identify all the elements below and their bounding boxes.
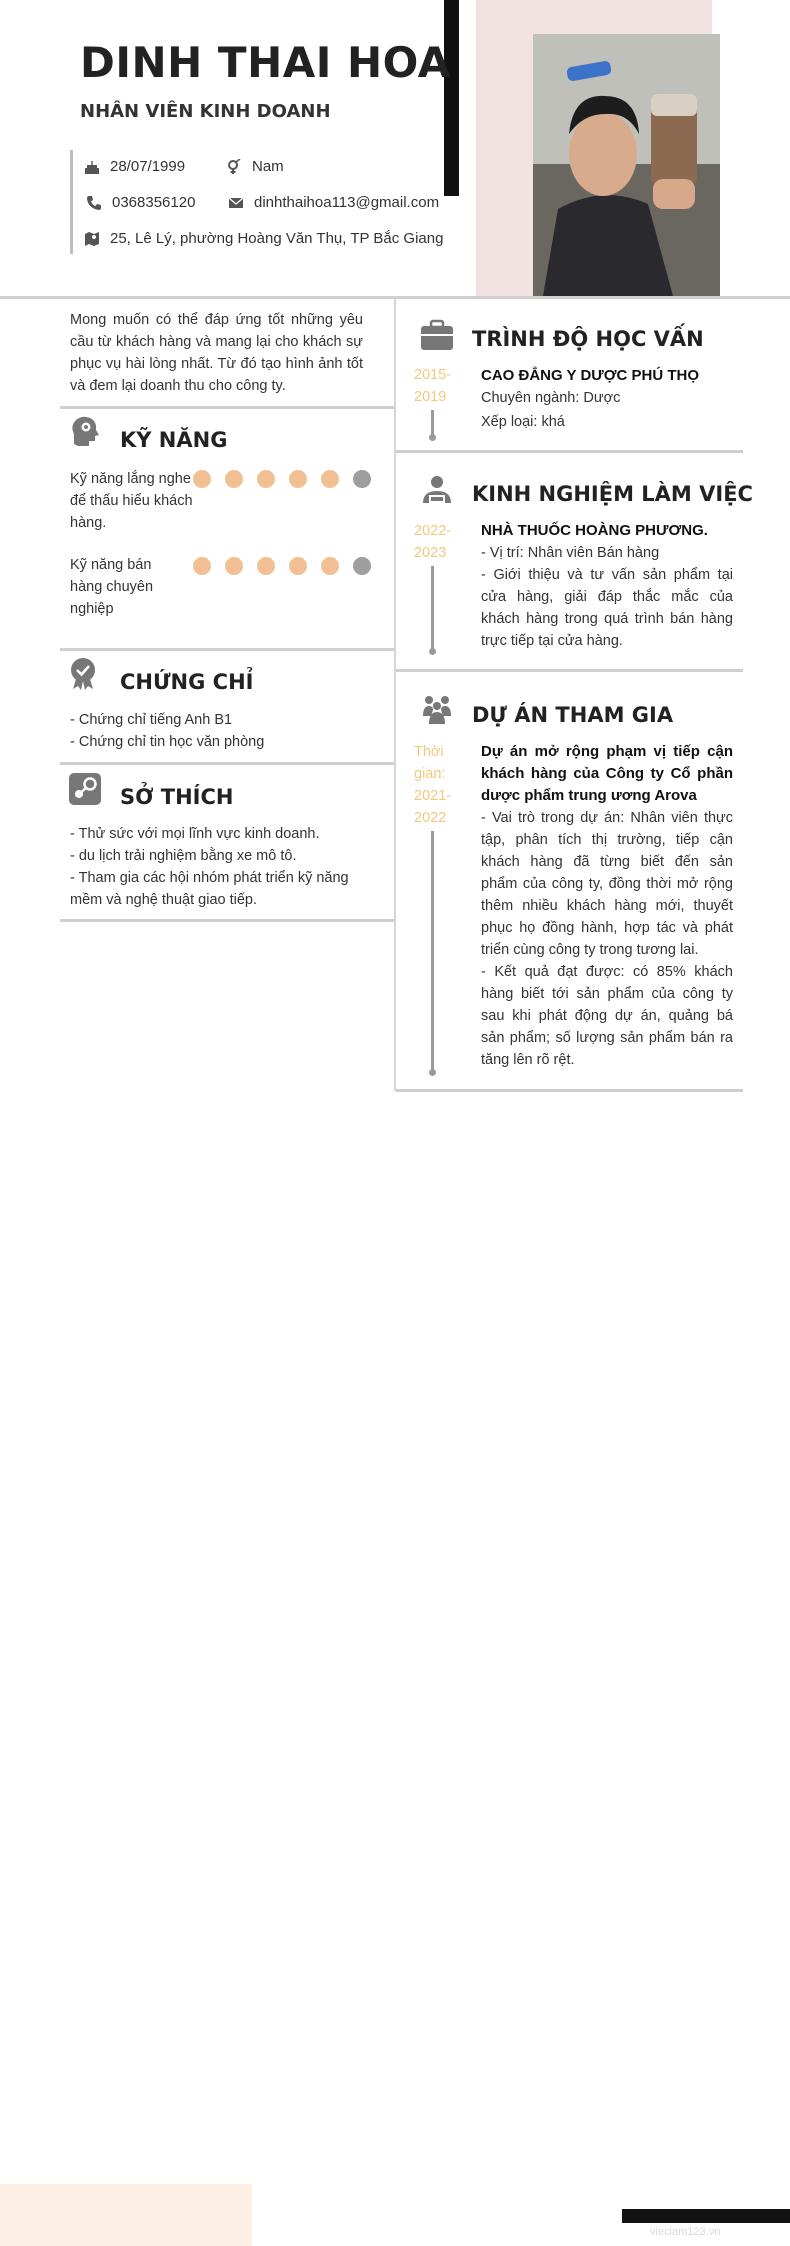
column-divider [394,296,396,1091]
skill-dot [321,557,339,575]
phone-text: 0368356120 [112,194,196,211]
certificate-item-1: - Chứng chỉ tiếng Anh B1 [70,712,233,728]
skill-rating-1 [193,470,371,488]
experience-year-end: 2023 [414,545,447,561]
skill-dot [289,557,307,575]
education-timeline-dot [429,434,436,441]
hobby-item-1: - Thử sức với mọi lĩnh vực kinh doanh. [70,826,320,842]
skill-dot [225,470,243,488]
objective-divider [60,406,394,409]
experience-company: NHÀ THUỐC HOÀNG PHƯƠNG. [481,522,708,539]
certificates-heading: CHỨNG CHỈ [120,670,254,694]
skills-heading: KỸ NĂNG [120,428,228,452]
hobby-item-3: - Tham gia các hội nhóm phát triển kỹ năng mềm và nghệ thuật giao tiếp. [70,870,349,908]
header-black-bar [444,0,459,196]
projects-time-label-2: gian: [414,766,446,782]
skill-dot [321,470,339,488]
project-name: Dự án mở rộng phạm vị tiếp cận khách hàng của Công ty Cổ phần dược phẩm trung ương Arova [481,743,733,804]
experience-timeline-dot [429,648,436,655]
footer-peach-block [0,2184,252,2246]
skill-dot [353,470,371,488]
skill-dot [193,557,211,575]
gender-icon [226,159,242,175]
skill-dot [257,470,275,488]
cake-icon [84,159,100,175]
hobbies-divider [60,919,394,922]
hobby-icon [68,772,102,806]
skill-dot [193,470,211,488]
projects-heading: DỰ ÁN THAM GIA [472,703,674,727]
address-text: 25, Lê Lý, phường Hoàng Văn Thụ, TP Bắc Giang [110,230,444,247]
career-objective: Mong muốn có thể đáp ứng tốt những yêu cầu từ khách hàng và mang lại cho khách sự phục vụ hài lòng nhất. Từ đó tạo hình ảnh tốt và đem lại doanh thu cho công ty. [70,312,363,394]
job-title: NHÂN VIÊN KINH DOANH [80,101,331,122]
phone-row [86,194,195,211]
experience-divider [396,669,743,672]
email-row [228,194,439,211]
education-grade: Xếp loại: khá [481,414,565,430]
skill-rating-2 [193,557,371,575]
certificate-item-2: - Chứng chỉ tin học văn phòng [70,734,265,750]
skill-label-2: Kỹ năng bán hàng chuyên nghiệp [70,557,154,617]
candidate-name: DINH THAI HOA [80,38,451,87]
footer-black-bar [622,2209,790,2223]
phone-icon [86,195,102,211]
education-major: Chuyên ngành: Dược [481,390,621,406]
gender-text: Nam [252,158,284,175]
work-icon [420,473,454,507]
skill-dot [289,470,307,488]
education-divider [396,450,743,453]
map-icon [84,231,100,247]
projects-year-end: 2022 [414,810,447,826]
hobbies-heading: SỞ THÍCH [120,785,234,809]
skill-dot [353,557,371,575]
profile-photo [533,34,720,296]
experience-timeline [431,566,434,652]
address-row [84,230,443,247]
birthday-row [84,158,185,175]
projects-timeline-dot [429,1069,436,1076]
watermark: vieclam123.vn [650,2226,721,2238]
education-year-end: 2019 [414,389,447,405]
certificate-icon [68,656,102,690]
experience-heading: KINH NGHIỆM LÀM VIỆC [472,482,753,506]
projects-divider [396,1089,743,1092]
experience-description: - Giới thiệu và tư vấn sản phẩm tại cửa hàng, giải đáp thắc mắc của khách hàng trong quá trình bán hàng trực tiếp tại cửa hàng. [481,567,733,649]
mail-icon [228,195,244,211]
certificates-divider [60,762,394,765]
info-divider [70,150,73,254]
skill-label-1: Kỹ năng lắng nghe để thấu hiểu khách hàng. [70,471,193,531]
experience-year-start: 2022- [414,523,452,539]
projects-timeline [431,831,434,1073]
skill-head-icon [68,414,102,448]
project-result: - Kết quả đạt được: có 85% khách hàng biết tới sản phẩm của công ty sau khi phát động dự án, quảng bá sản phẩm; số lượng sản phẩm bán ra tăng lên rõ rệt. [481,964,733,1068]
education-year-start: 2015- [414,367,452,383]
experience-position: - Vị trí: Nhân viên Bán hàng [481,545,660,561]
education-school: CAO ĐẲNG Y DƯỢC PHÚ THỌ [481,367,700,384]
education-heading: TRÌNH ĐỘ HỌC VẤN [472,327,704,351]
birthday-text: 28/07/1999 [110,158,186,175]
projects-year-start: 2021- [414,788,452,804]
skills-divider [60,648,394,651]
graduation-icon [420,318,454,352]
team-icon [420,692,454,726]
email-text: dinhthaihoa113@gmail.com [254,194,440,211]
skill-dot [225,557,243,575]
project-role: - Vai trò trong dự án: Nhân viên thực tập, phân tích thị trường, tiếp cận khách hàng đã từng biết đến sản phẩm của công ty, đồng thời mở rộng thêm nhiều khách hàng mới, thuyết phục họ đồng hành, hợp tác và phát triển cùng công ty trong tương lai. [481,810,733,958]
skill-dot [257,557,275,575]
gender-row [226,158,284,175]
hobby-item-2: - du lịch trải nghiệm bằng xe mô tô. [70,848,297,864]
projects-time-label-1: Thời [414,744,444,760]
